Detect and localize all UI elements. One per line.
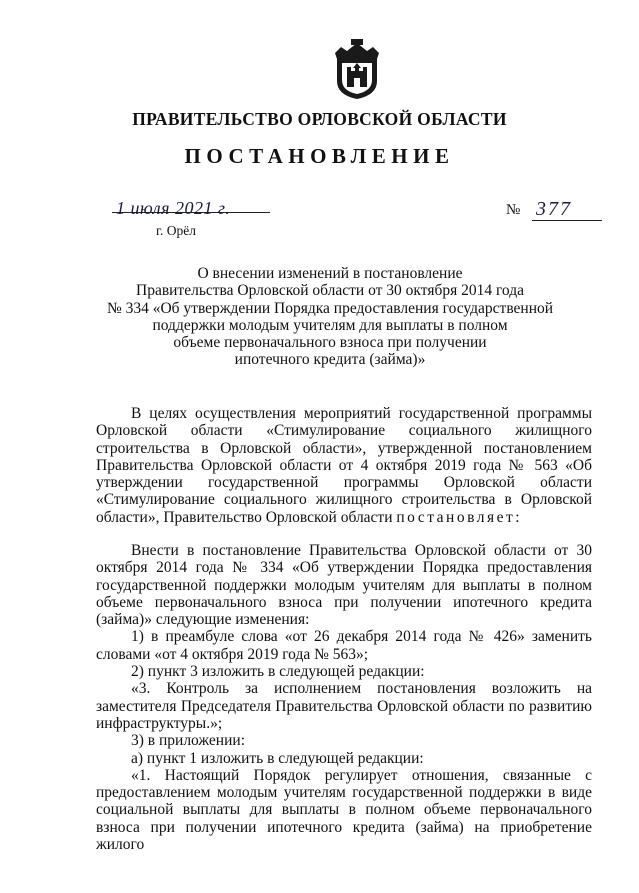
title-line: № 334 «Об утверждении Порядка предоставления государственной [106,299,554,317]
title-line: О внесении изменений в постановление [197,265,463,282]
document-title [70,265,590,369]
document-type-title: ПОСТАНОВЛЕНИЕ [184,144,455,168]
handwritten-number: 377 [536,198,572,220]
title-line: объеме первоначального взноса при получении [173,334,487,352]
decree-colon: : [515,508,520,526]
paragraph: 2) пункт 3 изложить в следующей редакции: [131,663,425,681]
preamble-text: В целях осуществления мероприятий государственной программы Орловской области «Стимулирование социального жилищного строительства в Орловской области», утвержденной постановлением Правительства Орловской области от 4 октября 2019 года № 563 «Об утверждении государственной программы Орловской области «Стимулирование социального жилищного строительства в Орловской области», Правительство Орловской области [96,405,592,526]
number-sign: № [506,202,521,218]
paragraph: «1. Настоящий Порядок регулирует отношения, связанные с предоставлением молодым учителям государственной поддержки в виде социальной выплаты для выплаты в полном объеме первоначального взноса при получении ипотечного кредита (займа) на приобретение жилого [96,766,592,854]
title-line: ипотечного кредита (займа)» [234,351,426,369]
preamble-block [96,405,592,526]
title-line: Правительства Орловской области от 30 октября 2014 года [136,282,524,300]
decree-body [96,542,592,853]
paragraph: «3. Контроль за исполнением постановления возложить на заместителя Председателя Правительства Орловской области по развитию инфраструктуры.»; [96,680,592,732]
organization-name: ПРАВИТЕЛЬСТВО ОРЛОВСКОЙ ОБЛАСТИ [132,109,507,129]
preamble-paragraph [96,405,592,526]
paragraph: а) пункт 1 изложить в следующей редакции: [131,749,424,767]
title-line: поддержки молодым учителям для выплаты в полном [152,316,508,334]
paragraph: Внести в постановление Правительства Орловской области от 30 октября 2014 года № 334 «Об утверждении Порядка предоставления государственной поддержки молодым учителям для выплаты в полном объеме первоначального взноса при получении ипотечного кредита (займа)» следующие изменения: [96,542,592,629]
decree-word: постановляет [396,508,516,526]
paragraph: 1) в преамбуле слова «от 26 декабря 2014 года № 426» заменить словами «от 4 октября 2019 года № 563»; [96,628,592,663]
paragraph: 3) в приложении: [131,732,245,750]
city-label: г. Орёл [156,223,196,238]
handwritten-date: 1 июля 2021 г. [116,198,231,218]
coat-of-arms-emblem [329,37,385,101]
